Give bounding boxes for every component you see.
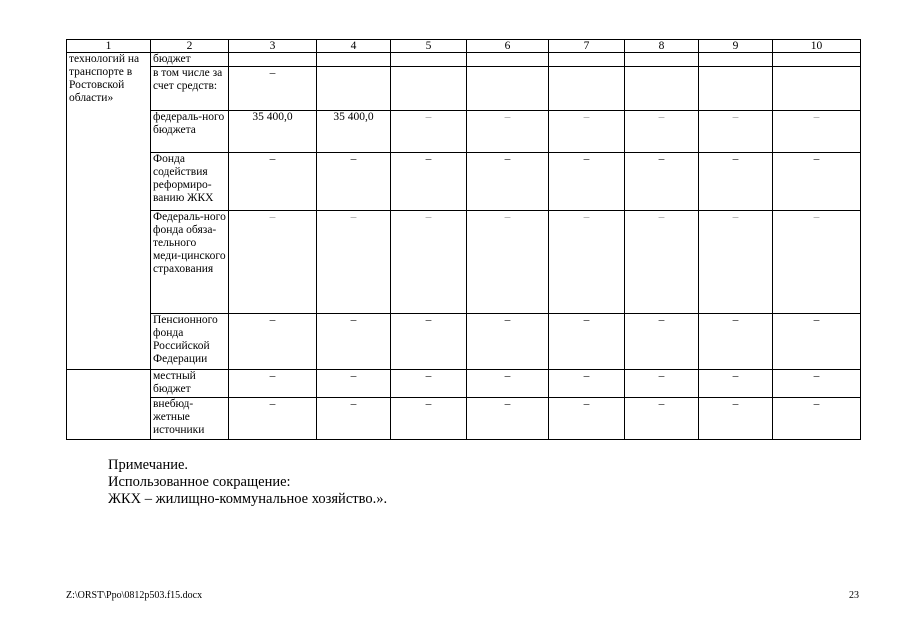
notes-block bbox=[108, 457, 387, 508]
value-cell: – bbox=[229, 153, 317, 211]
value-cell bbox=[549, 67, 625, 111]
value-cell: – bbox=[467, 153, 549, 211]
header-cell: 7 bbox=[549, 40, 625, 53]
value-cell: – bbox=[549, 111, 625, 153]
header-cell: 4 bbox=[317, 40, 391, 53]
table-row bbox=[67, 53, 861, 67]
note-abbreviation-intro: Использованное сокращение: bbox=[108, 474, 291, 490]
value-cell: – bbox=[699, 398, 773, 440]
value-cell: – bbox=[549, 153, 625, 211]
value-cell: – bbox=[467, 370, 549, 398]
funding-source-cell: Федераль-ного фонда обяза-тельного меди-цинского страхования bbox=[151, 211, 229, 314]
table-row bbox=[67, 153, 861, 211]
header-cell: 8 bbox=[625, 40, 699, 53]
value-cell: – bbox=[773, 111, 861, 153]
funding-source-cell: внебюд-жетные источники bbox=[151, 398, 229, 440]
value-cell: – bbox=[467, 314, 549, 370]
value-cell bbox=[773, 53, 861, 67]
value-cell: – bbox=[229, 398, 317, 440]
header-cell: 5 bbox=[391, 40, 467, 53]
value-cell bbox=[625, 53, 699, 67]
program-name-cell: технологий на транспорте в Ростовской области» bbox=[67, 53, 151, 370]
value-cell: – bbox=[229, 370, 317, 398]
table-header-row bbox=[67, 40, 861, 53]
table-row bbox=[67, 398, 861, 440]
value-cell: – bbox=[625, 370, 699, 398]
page-number: 23 bbox=[849, 590, 859, 601]
value-cell: – bbox=[467, 398, 549, 440]
value-cell: – bbox=[317, 370, 391, 398]
value-cell: – bbox=[467, 111, 549, 153]
note-heading: Примечание. bbox=[108, 457, 189, 473]
value-cell: – bbox=[391, 111, 467, 153]
table-row bbox=[67, 314, 861, 370]
funding-source-cell: федераль-ного бюджета bbox=[151, 111, 229, 153]
header-cell: 2 bbox=[151, 40, 229, 53]
funding-source-cell: местный бюджет bbox=[151, 370, 229, 398]
value-cell bbox=[467, 53, 549, 67]
value-cell bbox=[317, 53, 391, 67]
note-abbreviation: ЖКХ – жилищно-коммунальное хозяйство.». bbox=[108, 491, 388, 507]
value-cell: – bbox=[549, 314, 625, 370]
value-cell: – bbox=[549, 211, 625, 314]
budget-table bbox=[66, 39, 861, 440]
value-cell bbox=[699, 53, 773, 67]
value-cell: – bbox=[317, 398, 391, 440]
value-cell: – bbox=[773, 370, 861, 398]
funding-source-cell: Фонда содействия реформиро-ванию ЖКХ bbox=[151, 153, 229, 211]
value-cell: – bbox=[625, 314, 699, 370]
value-cell: – bbox=[549, 370, 625, 398]
value-cell: – bbox=[229, 211, 317, 314]
value-cell: – bbox=[699, 314, 773, 370]
value-cell: – bbox=[625, 153, 699, 211]
value-cell: – bbox=[773, 314, 861, 370]
table-row bbox=[67, 370, 861, 398]
value-cell bbox=[317, 67, 391, 111]
value-cell: – bbox=[317, 314, 391, 370]
value-cell: – bbox=[391, 314, 467, 370]
funding-source-cell: бюджет bbox=[151, 53, 229, 67]
value-cell: – bbox=[391, 398, 467, 440]
value-cell bbox=[391, 53, 467, 67]
value-cell: – bbox=[699, 211, 773, 314]
funding-source-cell: Пенсионного фонда Российской Федерации bbox=[151, 314, 229, 370]
header-cell: 10 bbox=[773, 40, 861, 53]
value-cell: – bbox=[699, 370, 773, 398]
value-cell: – bbox=[773, 211, 861, 314]
program-name-cell-empty bbox=[67, 370, 151, 440]
value-cell: – bbox=[699, 153, 773, 211]
table-row bbox=[67, 111, 861, 153]
value-cell: – bbox=[467, 211, 549, 314]
value-cell: – bbox=[625, 211, 699, 314]
table-row bbox=[67, 211, 861, 314]
value-cell: – bbox=[625, 398, 699, 440]
value-cell: – bbox=[699, 111, 773, 153]
table-row bbox=[67, 67, 861, 111]
header-cell: 9 bbox=[699, 40, 773, 53]
value-cell: 35 400,0 bbox=[229, 111, 317, 153]
value-cell: – bbox=[625, 111, 699, 153]
header-cell: 1 bbox=[67, 40, 151, 53]
value-cell: – bbox=[773, 153, 861, 211]
value-cell: – bbox=[391, 211, 467, 314]
value-cell: 35 400,0 bbox=[317, 111, 391, 153]
footer-file-path: Z:\ORST\Ppo\0812p503.f15.docx bbox=[66, 590, 203, 601]
value-cell bbox=[229, 53, 317, 67]
value-cell: – bbox=[317, 153, 391, 211]
value-cell bbox=[391, 67, 467, 111]
header-cell: 6 bbox=[467, 40, 549, 53]
value-cell bbox=[467, 67, 549, 111]
value-cell: – bbox=[317, 211, 391, 314]
value-cell: – bbox=[229, 314, 317, 370]
value-cell: – bbox=[391, 153, 467, 211]
header-cell: 3 bbox=[229, 40, 317, 53]
value-cell: – bbox=[549, 398, 625, 440]
value-cell bbox=[699, 67, 773, 111]
value-cell: – bbox=[391, 370, 467, 398]
value-cell bbox=[625, 67, 699, 111]
value-cell: – bbox=[773, 398, 861, 440]
value-cell bbox=[773, 67, 861, 111]
value-cell: – bbox=[229, 67, 317, 111]
funding-source-cell: в том числе за счет средств: bbox=[151, 67, 229, 111]
value-cell bbox=[549, 53, 625, 67]
